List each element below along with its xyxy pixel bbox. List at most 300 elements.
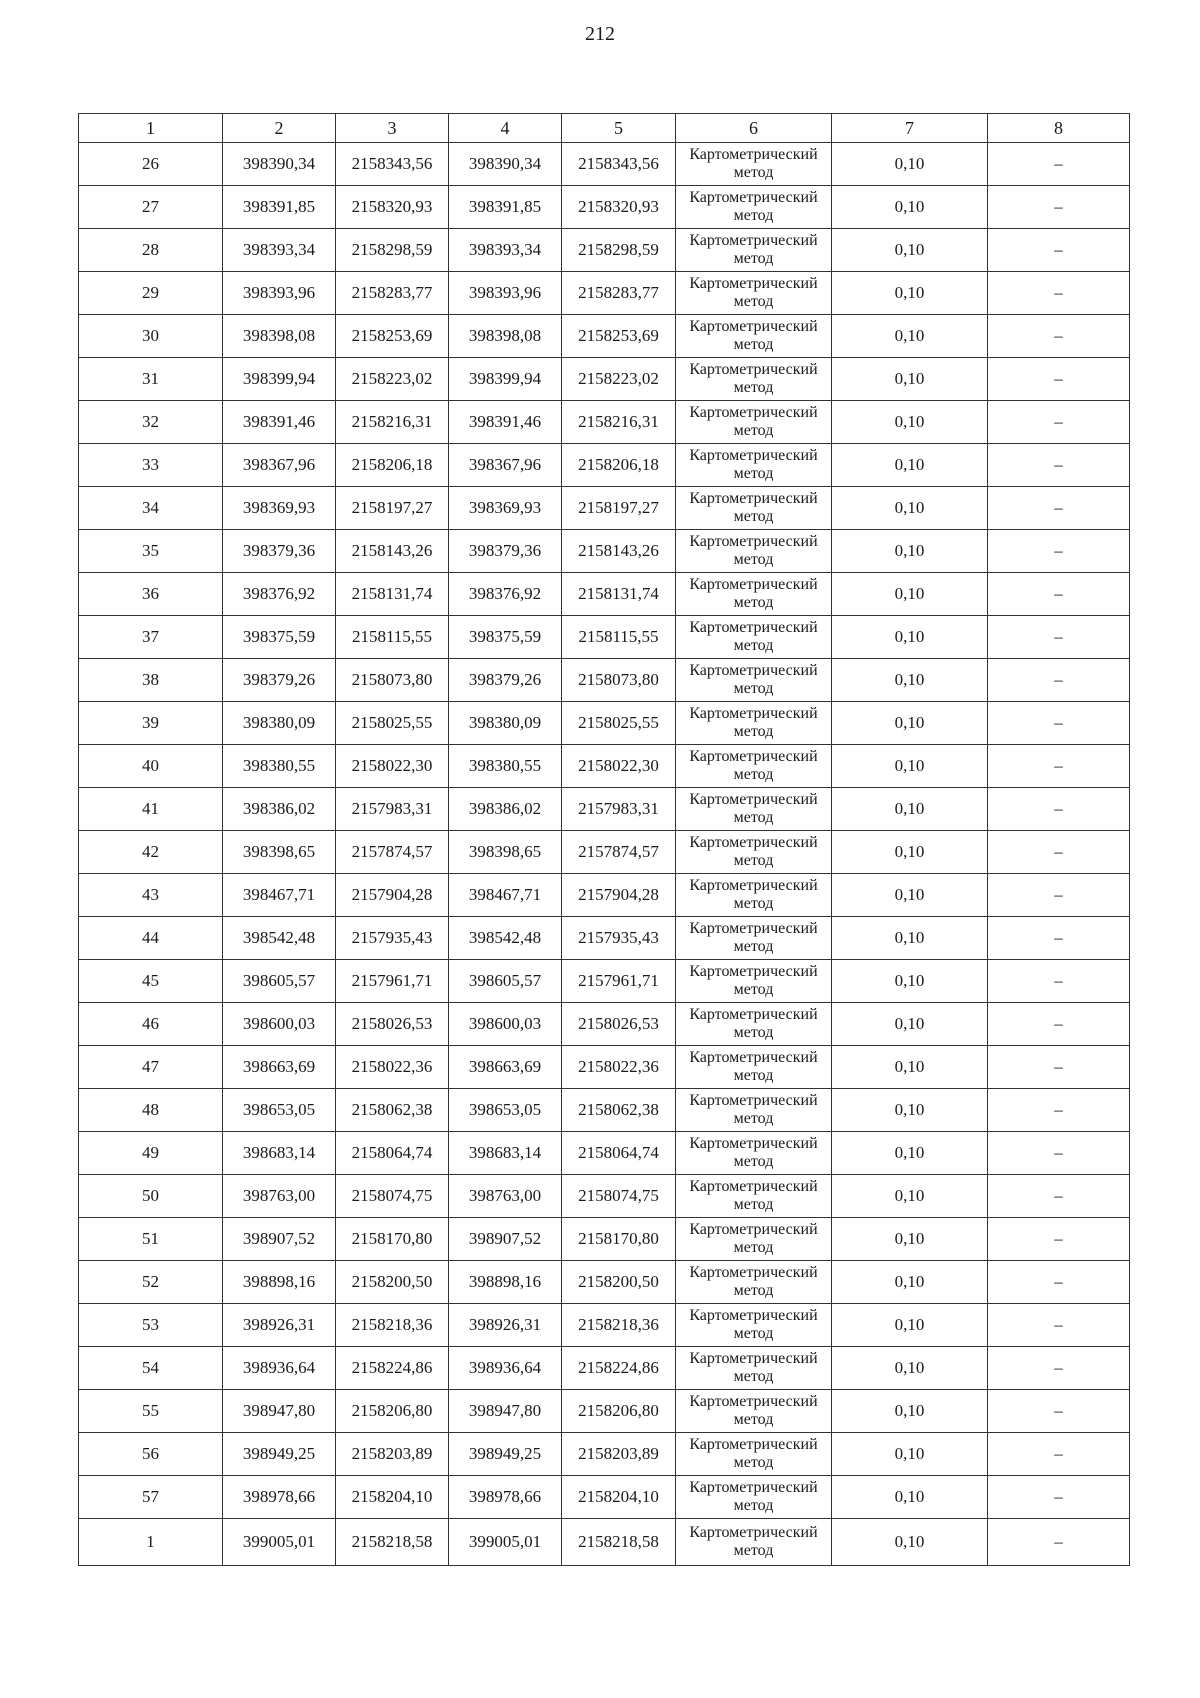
x-coordinate-cell: 398375,59 [223,616,336,659]
y-coordinate-cell: 2158206,80 [336,1390,449,1433]
y-coordinate-new-cell: 2158022,30 [562,745,676,788]
method-line-1: Картометрический [689,146,818,163]
column-header-5: 5 [562,114,676,143]
method-line-1: Картометрический [689,1221,818,1238]
accuracy-cell: 0,10 [832,788,988,831]
y-coordinate-new-cell: 2157983,31 [562,788,676,831]
method-line-2: метод [733,1454,774,1471]
note-cell: – [988,702,1130,745]
table-row [79,659,1130,702]
y-coordinate-new-cell: 2158343,56 [562,143,676,186]
x-coordinate-cell: 398600,03 [223,1003,336,1046]
method-line-1: Картометрический [689,1307,818,1324]
method-line-1: Картометрический [689,748,818,765]
accuracy-cell: 0,10 [832,831,988,874]
page-number: 212 [585,23,615,45]
method-cell [676,1046,832,1089]
note-cell: – [988,229,1130,272]
table-row [79,1261,1130,1304]
y-coordinate-new-cell: 2157961,71 [562,960,676,1003]
y-coordinate-cell: 2157904,28 [336,874,449,917]
accuracy-cell: 0,10 [832,143,988,186]
accuracy-cell: 0,10 [832,1003,988,1046]
y-coordinate-cell: 2158143,26 [336,530,449,573]
point-number-cell: 49 [79,1132,223,1175]
x-coordinate-cell: 398367,96 [223,444,336,487]
table-row [79,960,1130,1003]
method-cell [676,1476,832,1519]
method-cell [676,143,832,186]
note-cell: – [988,788,1130,831]
method-line-2: метод [733,379,774,396]
point-number-cell: 48 [79,1089,223,1132]
x-coordinate-cell: 398380,55 [223,745,336,788]
y-coordinate-cell: 2158115,55 [336,616,449,659]
method-cell [676,358,832,401]
accuracy-cell: 0,10 [832,229,988,272]
x-coordinate-new-cell: 398949,25 [449,1433,562,1476]
table-row [79,358,1130,401]
method-cell [676,1390,832,1433]
y-coordinate-new-cell: 2158115,55 [562,616,676,659]
y-coordinate-cell: 2157983,31 [336,788,449,831]
x-coordinate-new-cell: 398663,69 [449,1046,562,1089]
y-coordinate-cell: 2158298,59 [336,229,449,272]
table-row [79,616,1130,659]
method-line-1: Картометрический [689,533,818,550]
x-coordinate-new-cell: 399005,01 [449,1519,562,1566]
method-line-2: метод [733,1497,774,1514]
method-cell [676,917,832,960]
y-coordinate-cell: 2158224,86 [336,1347,449,1390]
method-line-2: метод [733,723,774,740]
table-row [79,788,1130,831]
x-coordinate-cell: 398398,65 [223,831,336,874]
method-line-2: метод [733,1239,774,1256]
x-coordinate-new-cell: 398398,08 [449,315,562,358]
y-coordinate-new-cell: 2158197,27 [562,487,676,530]
note-cell: – [988,186,1130,229]
method-line-1: Картометрический [689,576,818,593]
x-coordinate-cell: 398467,71 [223,874,336,917]
accuracy-cell: 0,10 [832,444,988,487]
y-coordinate-new-cell: 2158224,86 [562,1347,676,1390]
method-line-1: Картометрический [689,1393,818,1410]
method-line-2: метод [733,422,774,439]
x-coordinate-cell: 398379,36 [223,530,336,573]
method-cell [676,1003,832,1046]
x-coordinate-cell: 398393,34 [223,229,336,272]
accuracy-cell: 0,10 [832,702,988,745]
y-coordinate-new-cell: 2157904,28 [562,874,676,917]
column-header-8: 8 [988,114,1130,143]
accuracy-cell: 0,10 [832,1089,988,1132]
method-cell [676,186,832,229]
y-coordinate-new-cell: 2158253,69 [562,315,676,358]
accuracy-cell: 0,10 [832,745,988,788]
method-line-1: Картометрический [689,490,818,507]
table-row [79,1390,1130,1433]
method-line-2: метод [733,895,774,912]
note-cell: – [988,616,1130,659]
method-line-2: метод [733,938,774,955]
method-cell [676,788,832,831]
x-coordinate-new-cell: 398926,31 [449,1304,562,1347]
x-coordinate-cell: 398947,80 [223,1390,336,1433]
x-coordinate-new-cell: 398391,46 [449,401,562,444]
note-cell: – [988,1390,1130,1433]
note-cell: – [988,401,1130,444]
method-line-1: Картометрический [689,791,818,808]
note-cell: – [988,1003,1130,1046]
method-line-1: Картометрический [689,1479,818,1496]
point-number-cell: 26 [79,143,223,186]
table-row [79,401,1130,444]
note-cell: – [988,272,1130,315]
table-row [79,1175,1130,1218]
method-line-2: метод [733,637,774,654]
method-line-1: Картометрический [689,232,818,249]
y-coordinate-cell: 2158025,55 [336,702,449,745]
column-header-2: 2 [223,114,336,143]
point-number-cell: 27 [79,186,223,229]
method-line-2: метод [733,680,774,697]
method-cell [676,659,832,702]
y-coordinate-new-cell: 2158200,50 [562,1261,676,1304]
x-coordinate-new-cell: 398367,96 [449,444,562,487]
point-number-cell: 38 [79,659,223,702]
y-coordinate-cell: 2158074,75 [336,1175,449,1218]
accuracy-cell: 0,10 [832,573,988,616]
x-coordinate-new-cell: 398391,85 [449,186,562,229]
x-coordinate-new-cell: 398379,36 [449,530,562,573]
accuracy-cell: 0,10 [832,1390,988,1433]
y-coordinate-cell: 2158022,36 [336,1046,449,1089]
point-number-cell: 30 [79,315,223,358]
y-coordinate-cell: 2158026,53 [336,1003,449,1046]
method-line-1: Картометрический [689,1436,818,1453]
method-line-2: метод [733,293,774,310]
column-header-7: 7 [832,114,988,143]
method-line-2: метод [733,852,774,869]
method-line-2: метод [733,336,774,353]
x-coordinate-cell: 398399,94 [223,358,336,401]
y-coordinate-new-cell: 2158025,55 [562,702,676,745]
table-body [79,143,1130,1566]
accuracy-cell: 0,10 [832,272,988,315]
x-coordinate-new-cell: 398763,00 [449,1175,562,1218]
point-number-cell: 57 [79,1476,223,1519]
method-cell [676,1433,832,1476]
note-cell: – [988,1304,1130,1347]
x-coordinate-cell: 398907,52 [223,1218,336,1261]
x-coordinate-new-cell: 398936,64 [449,1347,562,1390]
table-row [79,1347,1130,1390]
method-line-2: метод [733,551,774,568]
x-coordinate-new-cell: 398380,55 [449,745,562,788]
table-row [79,831,1130,874]
accuracy-cell: 0,10 [832,401,988,444]
method-line-1: Картометрический [689,920,818,937]
method-line-1: Картометрический [689,877,818,894]
accuracy-cell: 0,10 [832,659,988,702]
x-coordinate-new-cell: 398375,59 [449,616,562,659]
y-coordinate-cell: 2158073,80 [336,659,449,702]
method-cell [676,1218,832,1261]
x-coordinate-cell: 398379,26 [223,659,336,702]
x-coordinate-cell: 398390,34 [223,143,336,186]
x-coordinate-cell: 398605,57 [223,960,336,1003]
method-cell [676,487,832,530]
y-coordinate-cell: 2158064,74 [336,1132,449,1175]
table-row [79,143,1130,186]
method-cell [676,573,832,616]
method-cell [676,1347,832,1390]
y-coordinate-cell: 2158204,10 [336,1476,449,1519]
method-line-2: метод [733,1153,774,1170]
point-number-cell: 41 [79,788,223,831]
y-coordinate-new-cell: 2158143,26 [562,530,676,573]
method-line-2: метод [733,207,774,224]
accuracy-cell: 0,10 [832,917,988,960]
y-coordinate-new-cell: 2157935,43 [562,917,676,960]
table-row [79,1476,1130,1519]
method-cell [676,1519,832,1566]
y-coordinate-new-cell: 2158218,36 [562,1304,676,1347]
column-header-4: 4 [449,114,562,143]
y-coordinate-new-cell: 2158170,80 [562,1218,676,1261]
method-cell [676,874,832,917]
table-row [79,1132,1130,1175]
point-number-cell: 34 [79,487,223,530]
y-coordinate-cell: 2158062,38 [336,1089,449,1132]
table-row [79,573,1130,616]
method-line-2: метод [733,1196,774,1213]
y-coordinate-cell: 2158022,30 [336,745,449,788]
y-coordinate-new-cell: 2158218,58 [562,1519,676,1566]
table-row [79,315,1130,358]
point-number-cell: 43 [79,874,223,917]
method-line-1: Картометрический [689,1006,818,1023]
x-coordinate-new-cell: 398369,93 [449,487,562,530]
table-row [79,1433,1130,1476]
method-line-1: Картометрический [689,1178,818,1195]
x-coordinate-new-cell: 398907,52 [449,1218,562,1261]
table-row [79,1218,1130,1261]
column-header-6: 6 [676,114,832,143]
table-row [79,1046,1130,1089]
y-coordinate-cell: 2158200,50 [336,1261,449,1304]
y-coordinate-cell: 2158203,89 [336,1433,449,1476]
note-cell: – [988,831,1130,874]
y-coordinate-cell: 2158218,36 [336,1304,449,1347]
note-cell: – [988,960,1130,1003]
point-number-cell: 32 [79,401,223,444]
table-row [79,530,1130,573]
x-coordinate-cell: 398369,93 [223,487,336,530]
x-coordinate-new-cell: 398390,34 [449,143,562,186]
x-coordinate-cell: 398398,08 [223,315,336,358]
y-coordinate-cell: 2158216,31 [336,401,449,444]
method-cell [676,401,832,444]
x-coordinate-cell: 398380,09 [223,702,336,745]
method-cell [676,1175,832,1218]
y-coordinate-new-cell: 2158074,75 [562,1175,676,1218]
point-number-cell: 45 [79,960,223,1003]
x-coordinate-cell: 398393,96 [223,272,336,315]
accuracy-cell: 0,10 [832,1347,988,1390]
point-number-cell: 54 [79,1347,223,1390]
x-coordinate-new-cell: 398376,92 [449,573,562,616]
method-line-2: метод [733,465,774,482]
y-coordinate-new-cell: 2158022,36 [562,1046,676,1089]
y-coordinate-cell: 2158320,93 [336,186,449,229]
note-cell: – [988,1261,1130,1304]
method-cell [676,272,832,315]
method-line-1: Картометрический [689,619,818,636]
y-coordinate-new-cell: 2158283,77 [562,272,676,315]
x-coordinate-new-cell: 398653,05 [449,1089,562,1132]
x-coordinate-cell: 398978,66 [223,1476,336,1519]
table-row [79,487,1130,530]
point-number-cell: 31 [79,358,223,401]
y-coordinate-cell: 2158218,58 [336,1519,449,1566]
accuracy-cell: 0,10 [832,1218,988,1261]
x-coordinate-new-cell: 398393,96 [449,272,562,315]
table-row [79,186,1130,229]
y-coordinate-new-cell: 2158298,59 [562,229,676,272]
note-cell: – [988,1089,1130,1132]
x-coordinate-cell: 398898,16 [223,1261,336,1304]
method-line-2: метод [733,250,774,267]
note-cell: – [988,1132,1130,1175]
y-coordinate-new-cell: 2158073,80 [562,659,676,702]
x-coordinate-new-cell: 398398,65 [449,831,562,874]
point-number-cell: 50 [79,1175,223,1218]
method-line-2: метод [733,1282,774,1299]
method-cell [676,1304,832,1347]
method-cell [676,960,832,1003]
x-coordinate-cell: 398926,31 [223,1304,336,1347]
method-cell [676,530,832,573]
y-coordinate-new-cell: 2158203,89 [562,1433,676,1476]
x-coordinate-new-cell: 398399,94 [449,358,562,401]
method-cell [676,831,832,874]
column-header-3: 3 [336,114,449,143]
y-coordinate-new-cell: 2157874,57 [562,831,676,874]
accuracy-cell: 0,10 [832,616,988,659]
method-line-1: Картометрический [689,361,818,378]
note-cell: – [988,487,1130,530]
accuracy-cell: 0,10 [832,1046,988,1089]
accuracy-cell: 0,10 [832,1132,988,1175]
table-row [79,1003,1130,1046]
accuracy-cell: 0,10 [832,186,988,229]
y-coordinate-cell: 2158197,27 [336,487,449,530]
x-coordinate-cell: 398391,85 [223,186,336,229]
point-number-cell: 29 [79,272,223,315]
method-line-1: Картометрический [689,1264,818,1281]
note-cell: – [988,1046,1130,1089]
method-line-1: Картометрический [689,1049,818,1066]
point-number-cell: 51 [79,1218,223,1261]
method-line-1: Картометрический [689,189,818,206]
accuracy-cell: 0,10 [832,960,988,1003]
point-number-cell: 40 [79,745,223,788]
note-cell: – [988,315,1130,358]
point-number-cell: 56 [79,1433,223,1476]
x-coordinate-cell: 398386,02 [223,788,336,831]
method-line-2: метод [733,594,774,611]
method-line-1: Картометрический [689,834,818,851]
note-cell: – [988,143,1130,186]
x-coordinate-new-cell: 398600,03 [449,1003,562,1046]
x-coordinate-cell: 398683,14 [223,1132,336,1175]
method-line-2: метод [733,1325,774,1342]
y-coordinate-cell: 2157961,71 [336,960,449,1003]
method-line-1: Картометрический [689,705,818,722]
x-coordinate-new-cell: 398947,80 [449,1390,562,1433]
table-row [79,229,1130,272]
x-coordinate-cell: 398936,64 [223,1347,336,1390]
x-coordinate-cell: 398542,48 [223,917,336,960]
method-line-1: Картометрический [689,662,818,679]
x-coordinate-new-cell: 398467,71 [449,874,562,917]
accuracy-cell: 0,10 [832,315,988,358]
x-coordinate-new-cell: 398978,66 [449,1476,562,1519]
table-row [79,444,1130,487]
method-cell [676,745,832,788]
y-coordinate-new-cell: 2158206,18 [562,444,676,487]
note-cell: – [988,358,1130,401]
method-line-1: Картометрический [689,963,818,980]
accuracy-cell: 0,10 [832,487,988,530]
y-coordinate-cell: 2157874,57 [336,831,449,874]
table-row [79,702,1130,745]
method-line-2: метод [733,508,774,525]
method-line-2: метод [733,1542,774,1559]
x-coordinate-cell: 399005,01 [223,1519,336,1566]
method-cell [676,315,832,358]
accuracy-cell: 0,10 [832,358,988,401]
y-coordinate-new-cell: 2158206,80 [562,1390,676,1433]
coordinates-table [78,113,1130,1566]
x-coordinate-cell: 398949,25 [223,1433,336,1476]
method-line-2: метод [733,164,774,181]
method-cell [676,1132,832,1175]
note-cell: – [988,917,1130,960]
note-cell: – [988,1476,1130,1519]
method-cell [676,1089,832,1132]
method-line-1: Картометрический [689,1135,818,1152]
method-line-2: метод [733,1024,774,1041]
x-coordinate-new-cell: 398380,09 [449,702,562,745]
point-number-cell: 52 [79,1261,223,1304]
accuracy-cell: 0,10 [832,1304,988,1347]
note-cell: – [988,659,1130,702]
note-cell: – [988,1433,1130,1476]
method-line-1: Картометрический [689,1350,818,1367]
y-coordinate-new-cell: 2158064,74 [562,1132,676,1175]
point-number-cell: 42 [79,831,223,874]
method-line-1: Картометрический [689,318,818,335]
table-row [79,874,1130,917]
point-number-cell: 44 [79,917,223,960]
x-coordinate-cell: 398653,05 [223,1089,336,1132]
table-row [79,745,1130,788]
table-row [79,1519,1130,1566]
x-coordinate-new-cell: 398379,26 [449,659,562,702]
